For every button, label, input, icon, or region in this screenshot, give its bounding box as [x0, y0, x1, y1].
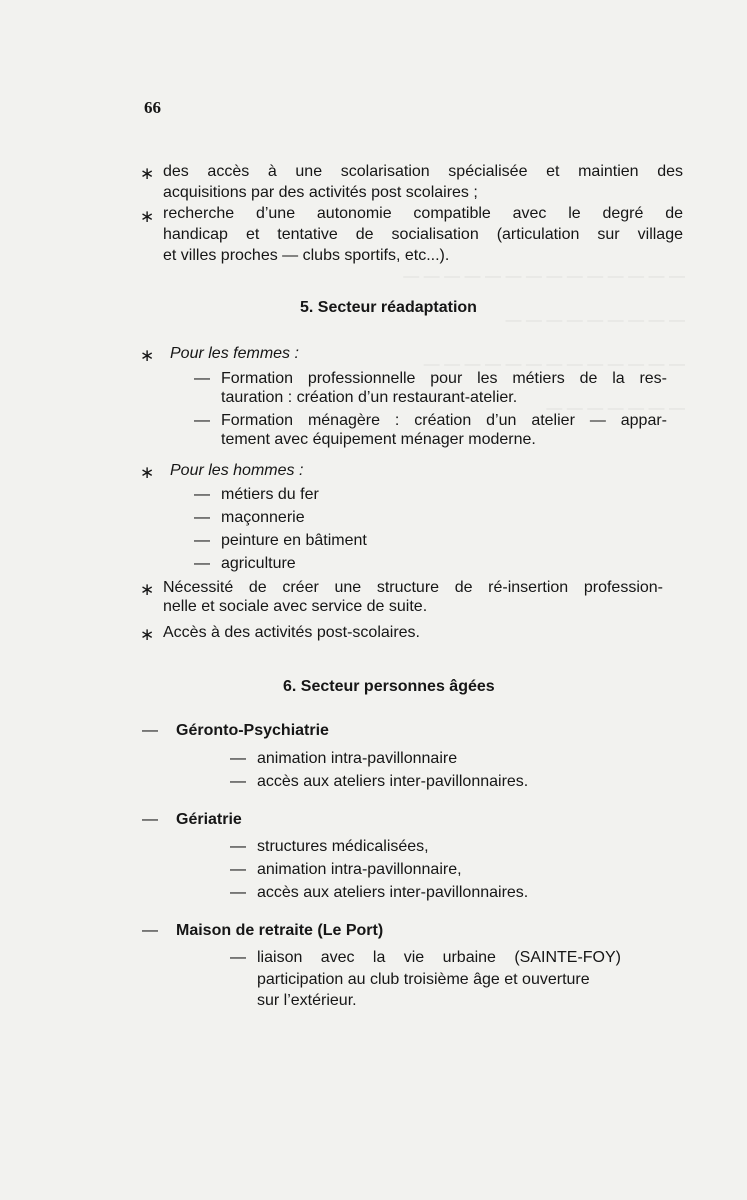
group-2-item-2: animation intra-pavillonnaire,	[257, 861, 462, 878]
dash-icon: —	[142, 722, 158, 739]
show-through-texture: — — — — — — — — — — — — — — — — — — — — — — — — — — — — — — — — — — — — — — — — — — —	[403, 268, 685, 417]
group-1-heading: Géronto-Psychiatrie	[176, 722, 329, 739]
dash-icon: —	[194, 509, 210, 526]
extra-bullet-2: Accès à des activités post-scolaires.	[163, 624, 420, 641]
group-3-item-1: liaison avec la vie urbaine (SAINTE-FOY)	[257, 949, 621, 966]
dash-icon: —	[194, 370, 210, 387]
women-item-2-line-1: Formation ménagère : création d’un atelier — appar-	[221, 412, 667, 429]
group-3-heading: Maison de retraite (Le Port)	[176, 922, 384, 939]
intro-bullet-2-line-1: recherche d’une autonomie compatible avec le degré de	[163, 205, 683, 222]
men-label: Pour les hommes :	[170, 462, 304, 479]
page-number: 66	[144, 98, 161, 117]
bullet-icon: ∗	[140, 346, 155, 365]
extra-bullet-1-line-1: Nécessité de créer une structure de ré-insertion profession-	[163, 579, 663, 596]
group-1-item-2: accès aux ateliers inter-pavillonnaires.	[257, 773, 529, 790]
section-6-title: 6. Secteur personnes âgées	[283, 678, 495, 695]
bullet-icon: ∗	[140, 463, 155, 482]
group-3-continuation-line-1: participation au club troisième âge et ouverture	[257, 971, 590, 988]
dash-icon: —	[142, 922, 158, 939]
dash-icon: —	[230, 838, 246, 855]
men-item-1: métiers du fer	[221, 486, 319, 503]
bullet-icon: ∗	[140, 625, 155, 644]
group-2-item-1: structures médicalisées,	[257, 838, 429, 855]
women-item-1-line-2: tauration : création d’un restaurant-atelier.	[221, 389, 518, 406]
men-item-4: agriculture	[221, 555, 296, 572]
bullet-icon: ∗	[140, 580, 155, 599]
intro-bullet-2-line-3: et villes proches — clubs sportifs, etc...).	[163, 247, 450, 264]
bullet-icon: ∗	[140, 164, 155, 183]
intro-bullet-1-line-2: acquisitions par des activités post scolaires ;	[163, 184, 478, 201]
group-2-heading: Gériatrie	[176, 811, 242, 828]
dash-icon: —	[230, 773, 246, 790]
women-item-1-line-1: Formation professionnelle pour les métiers de la res-	[221, 370, 667, 387]
section-5-title: 5. Secteur réadaptation	[300, 299, 477, 316]
dash-icon: —	[230, 750, 246, 767]
group-1-item-1: animation intra-pavillonnaire	[257, 750, 458, 767]
dash-icon: —	[230, 861, 246, 878]
dash-icon: —	[194, 486, 210, 503]
dash-icon: —	[194, 412, 210, 429]
bullet-icon: ∗	[140, 207, 155, 226]
dash-icon: —	[230, 949, 246, 966]
women-item-2-line-2: tement avec équipement ménager moderne.	[221, 431, 536, 448]
women-label: Pour les femmes :	[170, 345, 299, 362]
group-2-item-3: accès aux ateliers inter-pavillonnaires.	[257, 884, 529, 901]
dash-icon: —	[230, 884, 246, 901]
dash-icon: —	[194, 532, 210, 549]
intro-bullet-2-line-2: handicap et tentative de socialisation (articulation sur village	[163, 226, 683, 243]
men-item-3: peinture en bâtiment	[221, 532, 367, 549]
group-3-continuation-line-2: sur l’extérieur.	[257, 992, 357, 1009]
men-item-2: maçonnerie	[221, 509, 305, 526]
dash-icon: —	[142, 811, 158, 828]
dash-icon: —	[194, 555, 210, 572]
extra-bullet-1-line-2: nelle et sociale avec service de suite.	[163, 598, 428, 615]
intro-bullet-1-line-1: des accès à une scolarisation spécialisée et maintien des	[163, 163, 683, 180]
